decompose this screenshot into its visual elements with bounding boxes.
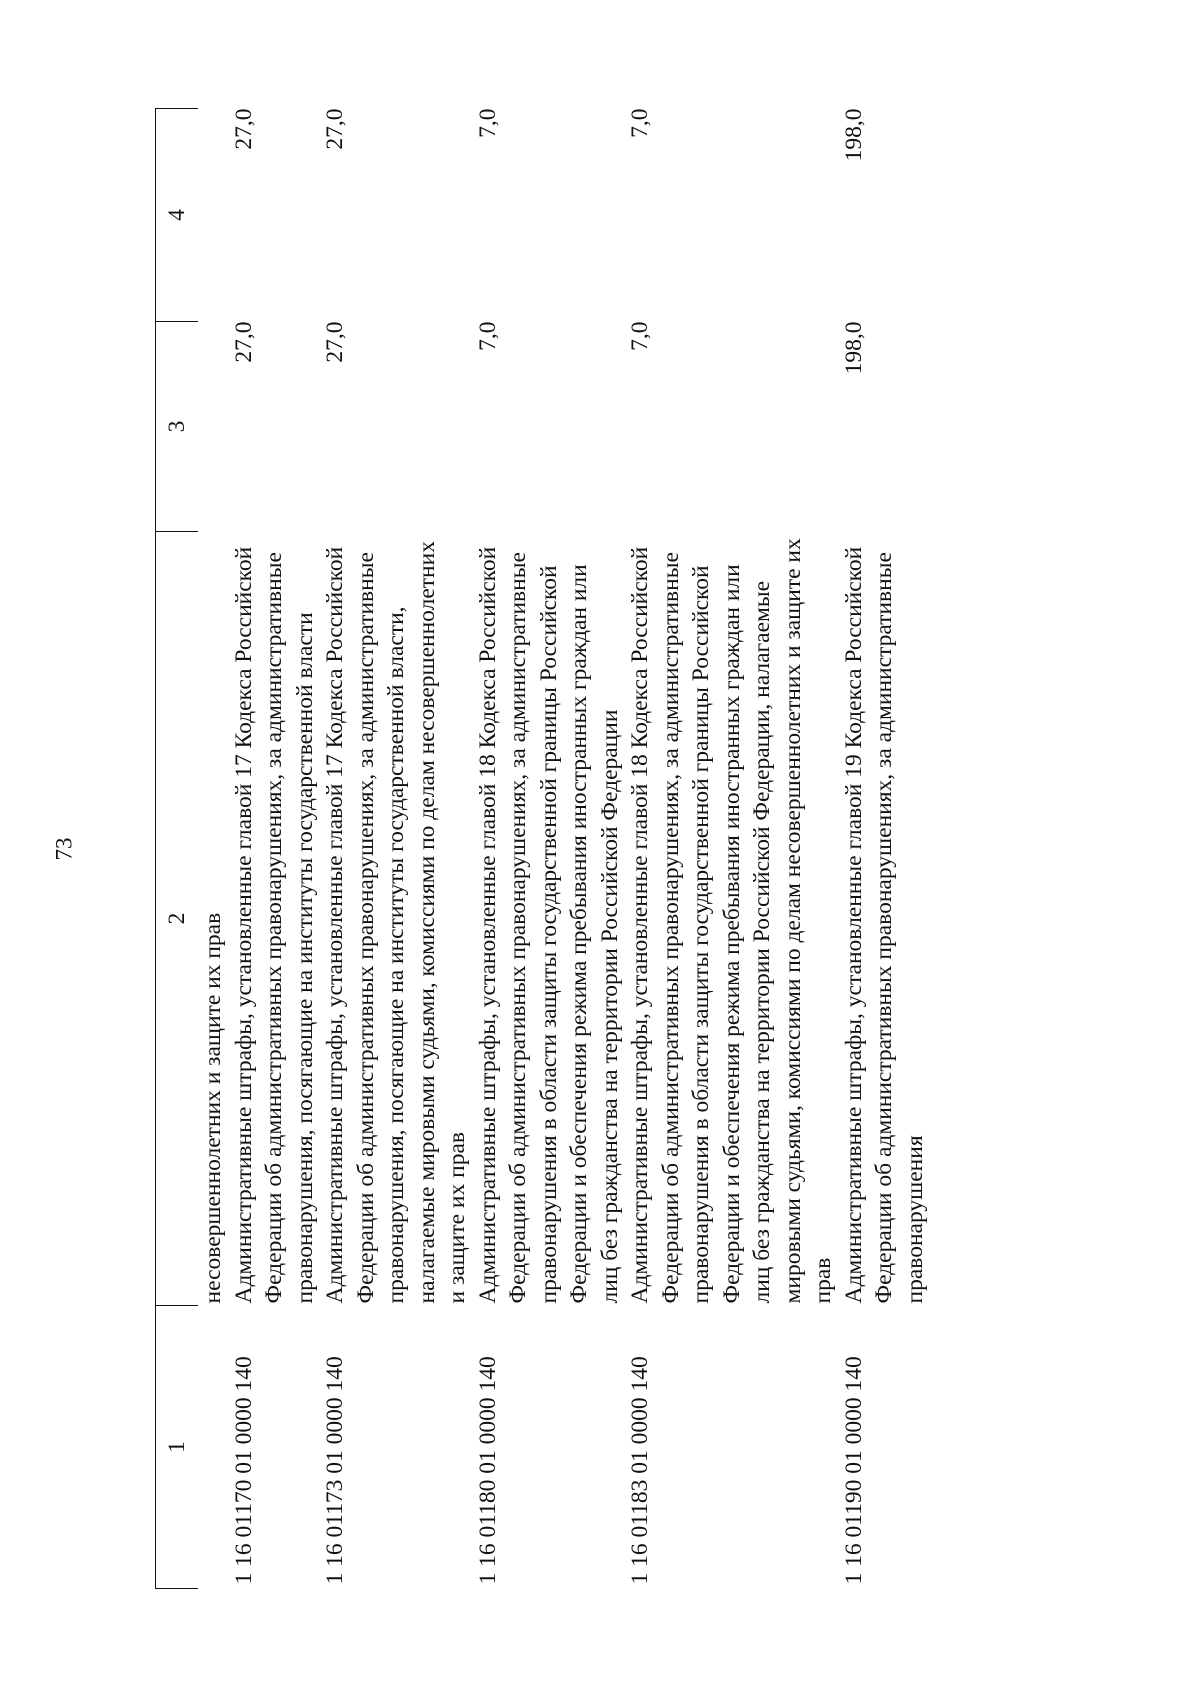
rotated-table-container — [155, 109, 1165, 1589]
row-value-3: 7,0 — [627, 321, 653, 351]
row-value-4: 7,0 — [474, 108, 501, 138]
row-value-4: 27,0 — [230, 108, 257, 150]
row-description: Административные штрафы, установленные главой 18 Кодекса Российской Федерации об административных правонарушениях, за административные правонарушения в области защиты государственной границы Российской Федерации и обеспечения режима пребывания иностранных граждан или лиц без гражданства на территории Российской Федерации, налагаемые мировыми судьями, комиссиями по делам несовершеннолетних и защите их прав — [627, 538, 836, 1304]
table-row — [839, 109, 931, 1589]
row-code: 1 16 01183 01 0000 140 — [627, 1356, 653, 1585]
table-row — [473, 109, 626, 1589]
row-description: Административные штрафы, установленные главой 19 Кодекса Российской Федерации об административных правонарушениях, за административные правонарушения — [840, 546, 928, 1304]
table-row — [625, 109, 839, 1589]
row-code: 1 16 01170 01 0000 140 — [230, 1356, 257, 1585]
row-value-4: 27,0 — [322, 108, 348, 150]
row-description: Административные штрафы, установленные главой 17 Кодекса Российской Федерации об административных правонарушениях, за административные правонарушения, посягающие на институты государственной власти, налагаемые мировыми судьями, комиссиями по делам несовершеннолетних и защите их прав — [322, 541, 470, 1304]
row-value-3: 27,0 — [322, 321, 348, 363]
column-header-4: 4 — [156, 109, 199, 322]
table-row — [229, 109, 321, 1589]
row-code: 1 16 01173 01 0000 140 — [322, 1356, 348, 1585]
row-value-3: 7,0 — [474, 321, 501, 351]
table-row — [320, 109, 473, 1589]
column-header-1: 1 — [156, 1306, 199, 1589]
continuation-value3-cell — [198, 322, 229, 532]
continuation-code-cell — [198, 1306, 229, 1589]
row-value-4: 7,0 — [627, 108, 653, 138]
continuation-row — [198, 109, 229, 1589]
row-value-3: 27,0 — [230, 321, 257, 363]
budget-table — [155, 108, 930, 1589]
continuation-text: несовершеннолетних и защите их прав — [200, 912, 226, 1304]
header-row — [156, 109, 199, 1589]
row-description: Административные штрафы, установленные главой 17 Кодекса Российской Федерации об административных правонарушениях, за административные правонарушения, посягающие на институты государственной власти — [230, 546, 318, 1304]
column-header-3: 3 — [156, 322, 199, 532]
row-description: Административные штрафы, установленные главой 18 Кодекса Российской Федерации об административных правонарушениях, за административные правонарушения в области защиты государственной границы Российской Федерации и обеспечения режима пребывания иностранных граждан или лиц без гражданства на территории Российской Федерации — [474, 546, 623, 1304]
row-code: 1 16 01190 01 0000 140 — [840, 1356, 867, 1585]
continuation-value4-cell — [198, 109, 229, 322]
row-value-3: 198,0 — [840, 321, 867, 375]
row-value-4: 198,0 — [840, 108, 867, 162]
row-code: 1 16 01180 01 0000 140 — [474, 1356, 501, 1585]
page-number: 73 — [51, 837, 77, 861]
column-header-2: 2 — [156, 532, 199, 1306]
